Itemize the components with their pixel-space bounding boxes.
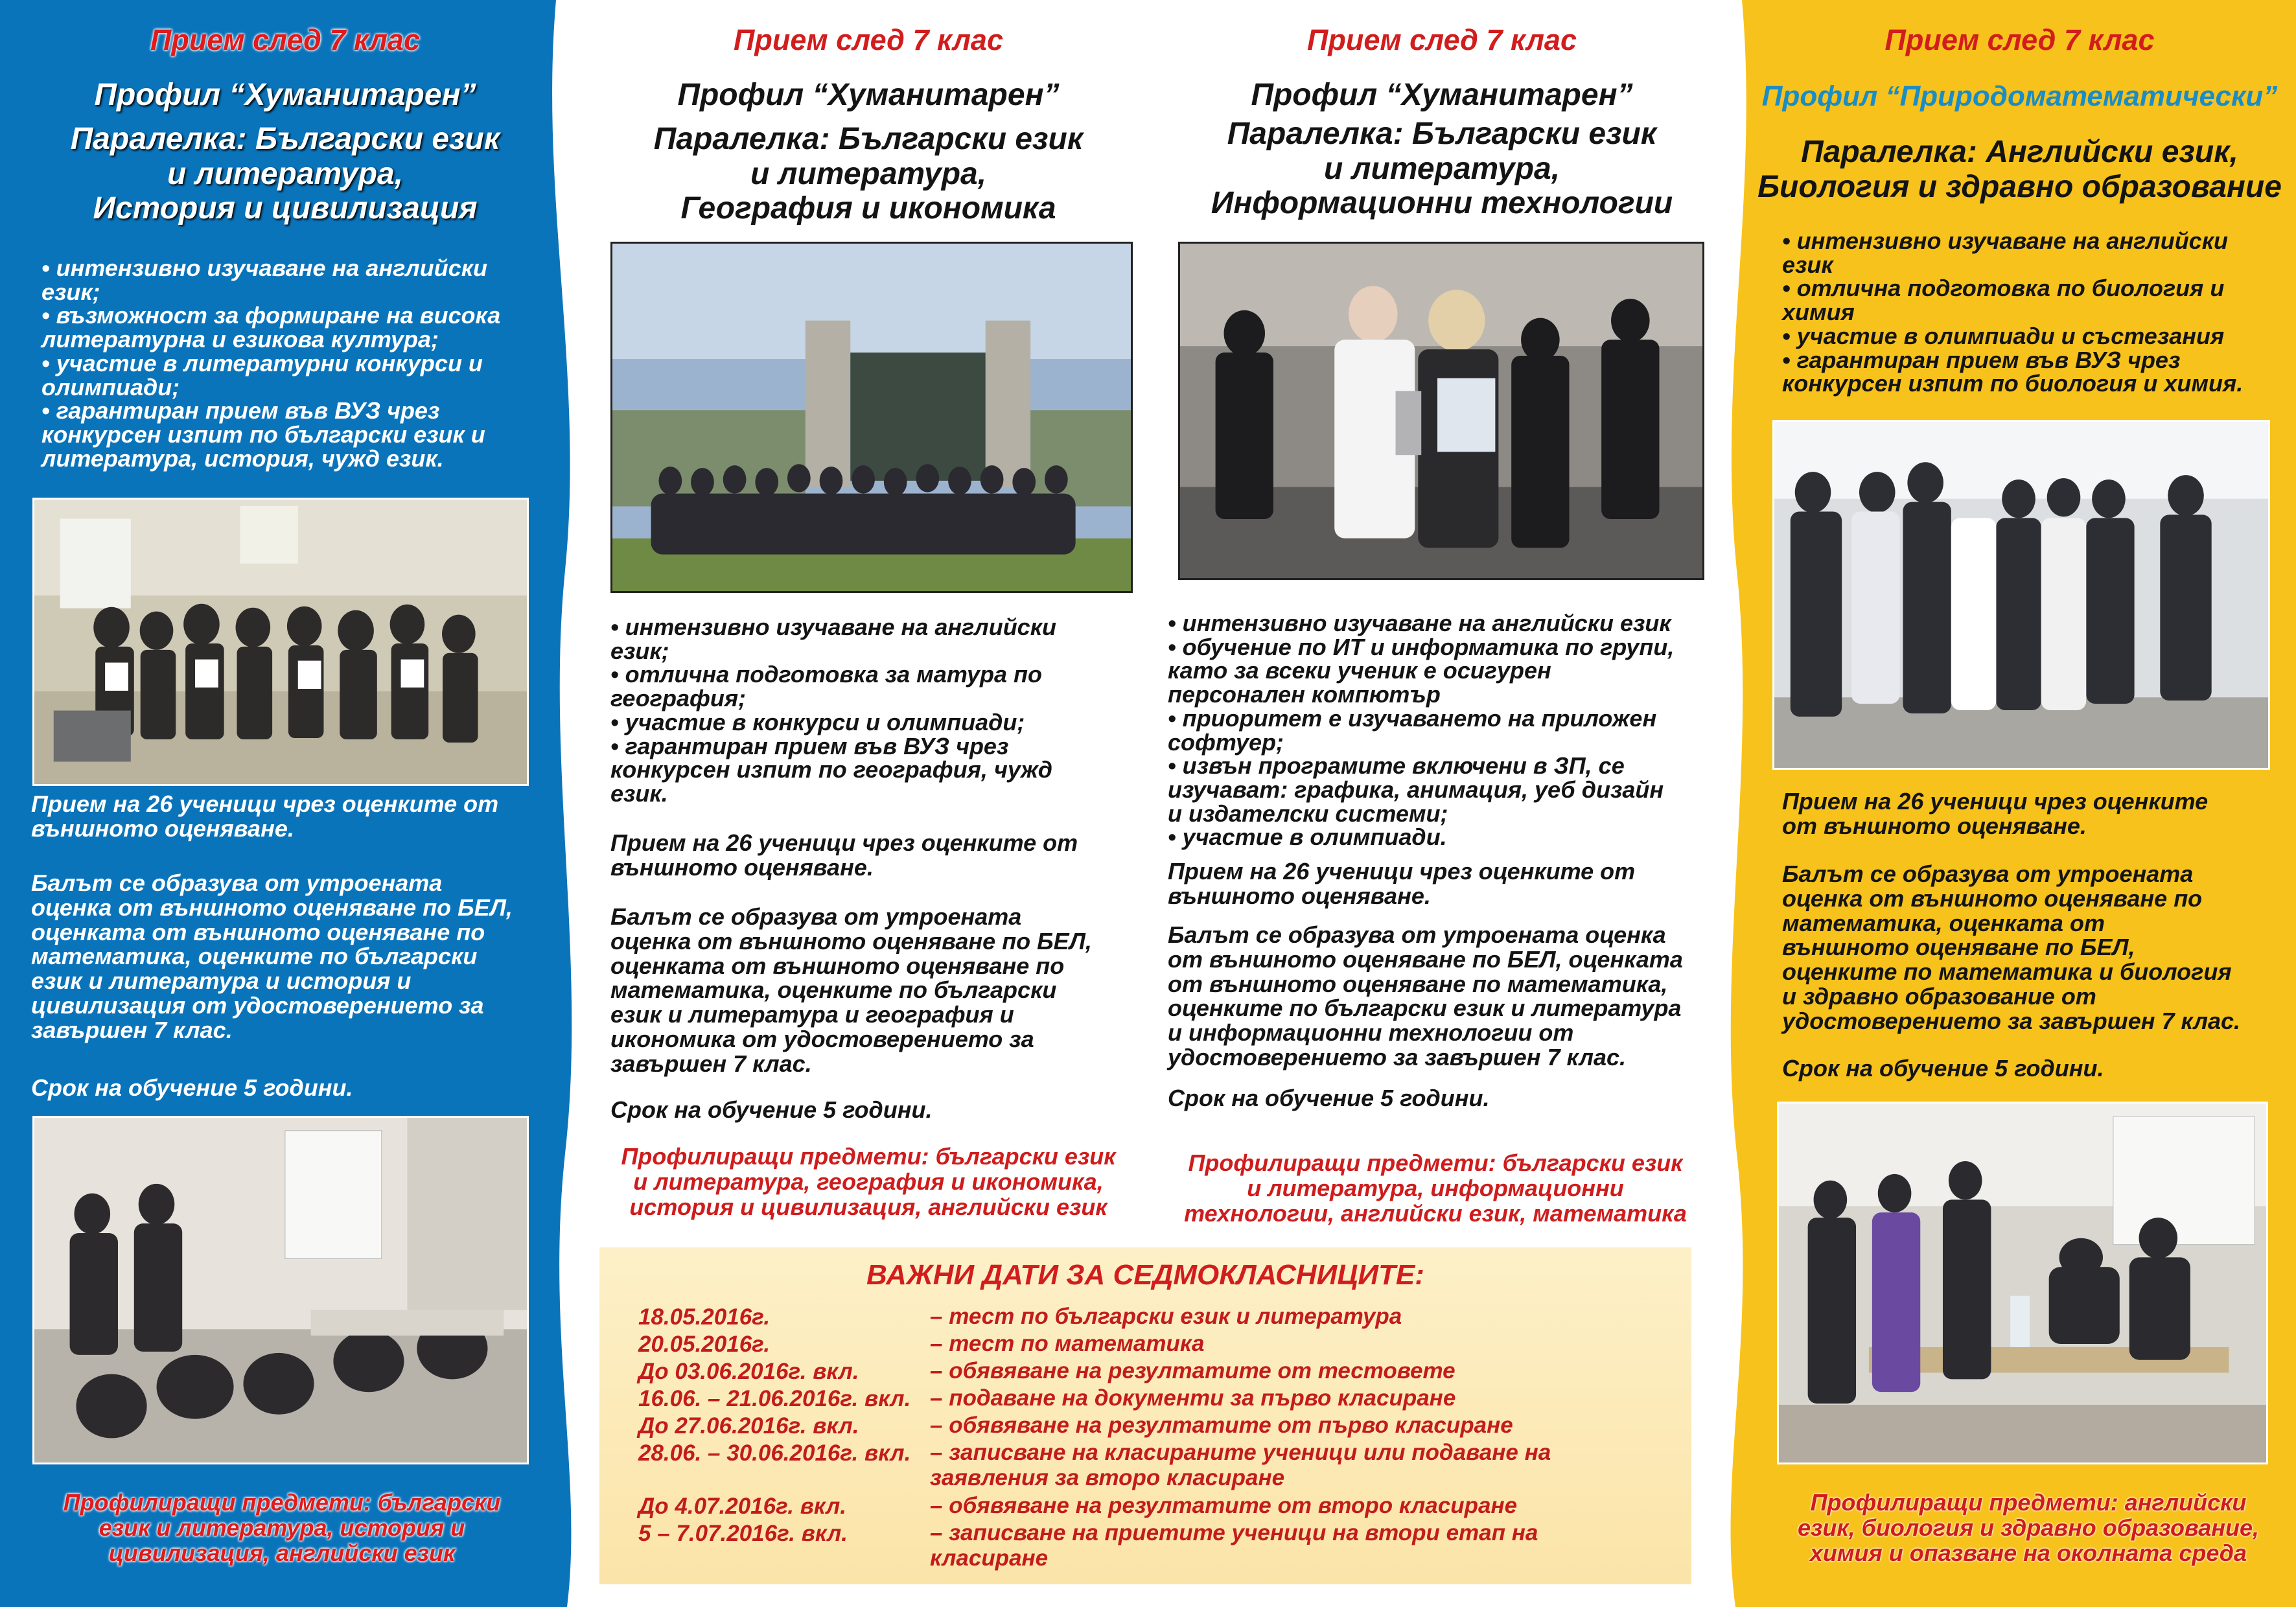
date-event: – обявяване на резултатите от второ класиране — [930, 1493, 1518, 1518]
date-value: 5 – 7.07.2016г. вкл. — [638, 1521, 848, 1546]
date-event: – тест по български език и литература — [930, 1304, 1402, 1329]
biology-class-photo — [1772, 420, 2270, 770]
score-line: оценка от външното оценяване по — [1782, 884, 2203, 912]
profiling-subjects — [1769, 1490, 2288, 1566]
feature-item: • интензивно изучаване на английски език — [1168, 610, 1671, 636]
score-line: оценка от външното оценяване по БЕЛ, — [31, 894, 513, 921]
admission-line: Прием на 26 ученици чрез оценките от — [31, 791, 499, 817]
feature-item: • гарантиран прием във ВУЗ чрез — [41, 397, 440, 424]
feature-item: персонален компютър — [1168, 681, 1441, 708]
feature-item: • интензивно изучаване на английски — [610, 614, 1056, 640]
feature-item: като за всеки ученик е осигурен — [1168, 657, 1551, 684]
score-line: език и литература и география и — [610, 1001, 1014, 1028]
profiling-line: химия и опазване на околната среда — [1809, 1539, 2247, 1566]
feature-list — [1168, 612, 1719, 850]
feature-item: • обучение по ИТ и информатика по групи, — [1168, 633, 1675, 660]
profiling-line: и литература, информационни — [1247, 1174, 1624, 1201]
profiling-line: история и цивилизация, английски език — [629, 1193, 1107, 1220]
important-dates-box — [599, 1247, 1691, 1584]
date-value: 28.06. – 30.06.2016г. вкл. — [638, 1440, 911, 1466]
date-value: До 03.06.2016г. вкл. — [638, 1359, 859, 1384]
admission-info — [1782, 789, 2288, 838]
title-line: Паралелка: Английски език, — [1801, 135, 2238, 169]
date-value: До 27.06.2016г. вкл. — [638, 1413, 859, 1439]
feature-item: конкурсен изпит по география, чужд — [610, 756, 1053, 783]
profiling-line: Профилиращи предмети: български език — [621, 1143, 1116, 1170]
classroom-photo — [32, 1116, 529, 1464]
admission-line: Прием на 26 ученици чрез оценките от — [1168, 858, 1636, 884]
admission-line: външното оценяване. — [1168, 882, 1431, 909]
profile-title — [1743, 135, 2296, 205]
feature-list — [610, 616, 1148, 806]
feature-item: език. — [610, 780, 668, 807]
score-info — [1168, 923, 1719, 1070]
title-line: и литература, — [1323, 151, 1560, 186]
duration-info: Срок на обучение 5 години. — [610, 1096, 933, 1123]
admission-header: Прием след 7 клас — [1884, 23, 2155, 56]
title-line: Информационни технологии — [1211, 186, 1673, 221]
date-event: – обявяване на резултатите от първо класиране — [930, 1413, 1513, 1438]
admission-line: Прием на 26 ученици чрез оценките — [1782, 788, 2209, 815]
score-line: Балът се образува от утроената — [610, 903, 1022, 930]
score-line: оценките по математика и биология — [1782, 958, 2232, 986]
feature-item: • участие в конкурси и олимпиади; — [610, 708, 1025, 735]
title-line: и литература, — [750, 156, 987, 191]
profiling-line: технологии, английски език, математика — [1184, 1199, 1687, 1227]
admission-line: външното оценяване. — [31, 815, 294, 842]
admission-line: от външното оценяване. — [1782, 812, 2087, 839]
date-event: – обявяване на резултатите от тестовете — [930, 1358, 1455, 1383]
admission-header: Прием след 7 клас — [150, 23, 420, 56]
date-value: 16.06. – 21.06.2016г. вкл. — [638, 1386, 911, 1411]
score-line: Балът се образува от утроената оценка — [1168, 921, 1666, 948]
profiling-line: език и литература, история и — [99, 1514, 465, 1541]
date-value: До 4.07.2016г. вкл. — [638, 1494, 846, 1519]
score-line: цивилизация от удостоверението за — [31, 991, 484, 1019]
feature-item: език — [1782, 251, 1833, 278]
score-info — [1782, 862, 2288, 1034]
score-line: от външното оценяване по математика, — [1168, 970, 1668, 997]
score-info — [610, 905, 1148, 1076]
feature-item: литературна и езикова култура; — [41, 326, 439, 353]
profile-title — [1160, 78, 1724, 221]
profiling-subjects — [19, 1490, 544, 1566]
excursion-group-photo — [610, 242, 1133, 593]
title-line: География и икономика — [680, 191, 1056, 226]
admission-header: Прием след 7 клас — [734, 23, 1003, 56]
title-line: Профил “Хуманитарен” — [1251, 78, 1633, 112]
date-value: 18.05.2016г. — [638, 1304, 771, 1330]
score-line: завършен 7 клас. — [31, 1016, 233, 1043]
profile-title — [0, 78, 570, 226]
score-line: външното оценяване по БЕЛ, — [1782, 934, 2135, 961]
duration-info: Срок на обучение 5 години. — [1782, 1055, 2104, 1081]
score-line: оценка от външното оценяване по БЕЛ, — [610, 927, 1092, 954]
feature-item: • интензивно изучаване на английски — [41, 255, 487, 281]
feature-item: език; — [610, 637, 669, 664]
score-line: математика, оценката от — [1782, 909, 2105, 936]
title-line: История и цивилизация — [93, 191, 478, 226]
admission-header: Прием след 7 клас — [1307, 23, 1577, 56]
profiling-line: и литература, география и икономика, — [633, 1168, 1104, 1195]
date-event: – подаване на документи за първо класиране — [930, 1385, 1456, 1411]
panel-english-biology — [1743, 0, 2296, 1607]
feature-item: • участие в литературни конкурси и — [41, 349, 483, 376]
feature-item: език; — [41, 278, 100, 305]
duration-info: Срок на обучение 5 години. — [31, 1074, 353, 1101]
date-event: – записване на приетите ученици на втори етап на класиране — [930, 1520, 1538, 1571]
feature-item: • участие в олимпиади. — [1168, 824, 1447, 851]
date-event: – тест по математика — [930, 1331, 1205, 1356]
feature-item: • интензивно изучаване на английски — [1782, 227, 2228, 254]
admission-info — [1168, 859, 1719, 908]
feature-item: изучават: графика, анимация, уеб дизайн — [1168, 776, 1664, 804]
feature-list — [1782, 229, 2288, 396]
feature-item: литература, история, чужд език. — [41, 445, 444, 472]
score-line: завършен 7 клас. — [610, 1050, 812, 1077]
feature-item: и издателски системи; — [1168, 800, 1448, 827]
score-line: от външното оценяване по БЕЛ, оценката — [1168, 945, 1683, 973]
title-line: Паралелка: Български език — [1227, 116, 1657, 151]
score-line: математика, оценките по български — [31, 943, 478, 970]
score-line: оценката от външното оценяване по — [610, 952, 1065, 979]
feature-item: • възможност за формиране на висока — [41, 302, 501, 329]
score-line: език и литература и история и — [31, 967, 412, 995]
date-value: 20.05.2016г. — [638, 1332, 771, 1357]
feature-item: • участие в олимпиади и състезания — [1782, 322, 2225, 349]
feature-item: • приоритет е изучаването на приложен — [1168, 704, 1657, 732]
feature-item: • гарантиран прием във ВУЗ чрез — [610, 732, 1009, 759]
feature-item: • извън програмите включени в ЗП, се — [1168, 752, 1625, 780]
award-ceremony-photo — [32, 498, 529, 786]
score-line: оценката от външното оценяване по — [31, 918, 485, 945]
score-line: оценките по български език и литература — [1168, 995, 1682, 1022]
profiling-subjects — [1160, 1151, 1711, 1227]
panel-bel-history — [0, 0, 570, 1607]
profile-title — [583, 78, 1154, 226]
feature-item: • гарантиран прием във ВУЗ чрез — [1782, 346, 2181, 373]
admission-line: Прием на 26 ученици чрез оценките от — [610, 829, 1078, 856]
feature-item: химия — [1782, 299, 1855, 326]
feature-item: софтуер; — [1168, 728, 1284, 756]
feature-item: конкурсен изпит по биология и химия. — [1782, 370, 2244, 397]
title-line: Паралелка: Български език — [653, 121, 1084, 156]
profiling-subjects — [596, 1144, 1141, 1220]
score-line: и здравно образование от — [1782, 982, 2096, 1010]
feature-item: география; — [610, 685, 747, 712]
score-line: Балът се образува от утроената — [31, 870, 443, 896]
score-line: математика, оценките по български — [610, 977, 1057, 1004]
duration-info: Срок на обучение 5 години. — [1168, 1085, 1490, 1111]
admission-line: външното оценяване. — [610, 853, 874, 881]
profile-name: Профил “Природоматематически” — [1761, 80, 2278, 112]
score-line: и информационни технологии от — [1168, 1019, 1574, 1046]
title-line: Профил “Хуманитарен” — [94, 78, 476, 112]
title-line: Профил “Хуманитарен” — [677, 78, 1060, 112]
feature-item: конкурсен изпит по български език и — [41, 421, 485, 448]
date-event: – записване на класираните ученици или подаване на заявления за второ класиране — [930, 1440, 1551, 1490]
it-award-photo — [1178, 242, 1704, 580]
profiling-line: език, биология и здравно образование, — [1797, 1514, 2260, 1541]
score-info — [31, 871, 550, 1043]
title-line: Биология и здравно образование — [1757, 169, 2282, 204]
title-line: и литература, — [167, 156, 404, 191]
admission-info — [610, 831, 1148, 880]
laboratory-photo — [1777, 1102, 2268, 1464]
feature-list — [41, 257, 560, 470]
title-line: Паралелка: Български език — [70, 121, 500, 156]
score-line: удостоверението за завършен 7 клас. — [1782, 1007, 2241, 1034]
profiling-line: Профилиращи предмети: български — [63, 1489, 501, 1516]
dates-title: ВАЖНИ ДАТИ ЗА СЕДМОКЛАСНИЦИТЕ: — [866, 1259, 1424, 1291]
score-line: удостоверението за завършен 7 клас. — [1168, 1043, 1627, 1070]
admission-info — [31, 792, 550, 841]
profiling-line: Профилиращи предмети: български език — [1188, 1150, 1683, 1176]
feature-item: • отлична подготовка за матура по — [610, 661, 1042, 688]
profiling-line: цивилизация, английски език — [108, 1539, 456, 1566]
feature-item: • отлична подготовка по биология и — [1782, 275, 2225, 302]
profiling-line: Профилиращи предмети: английски — [1810, 1489, 2247, 1516]
score-line: икономика от удостоверението за — [610, 1025, 1034, 1052]
feature-item: олимпиади; — [41, 373, 180, 400]
score-line: Балът се образува от утроената — [1782, 861, 2194, 887]
